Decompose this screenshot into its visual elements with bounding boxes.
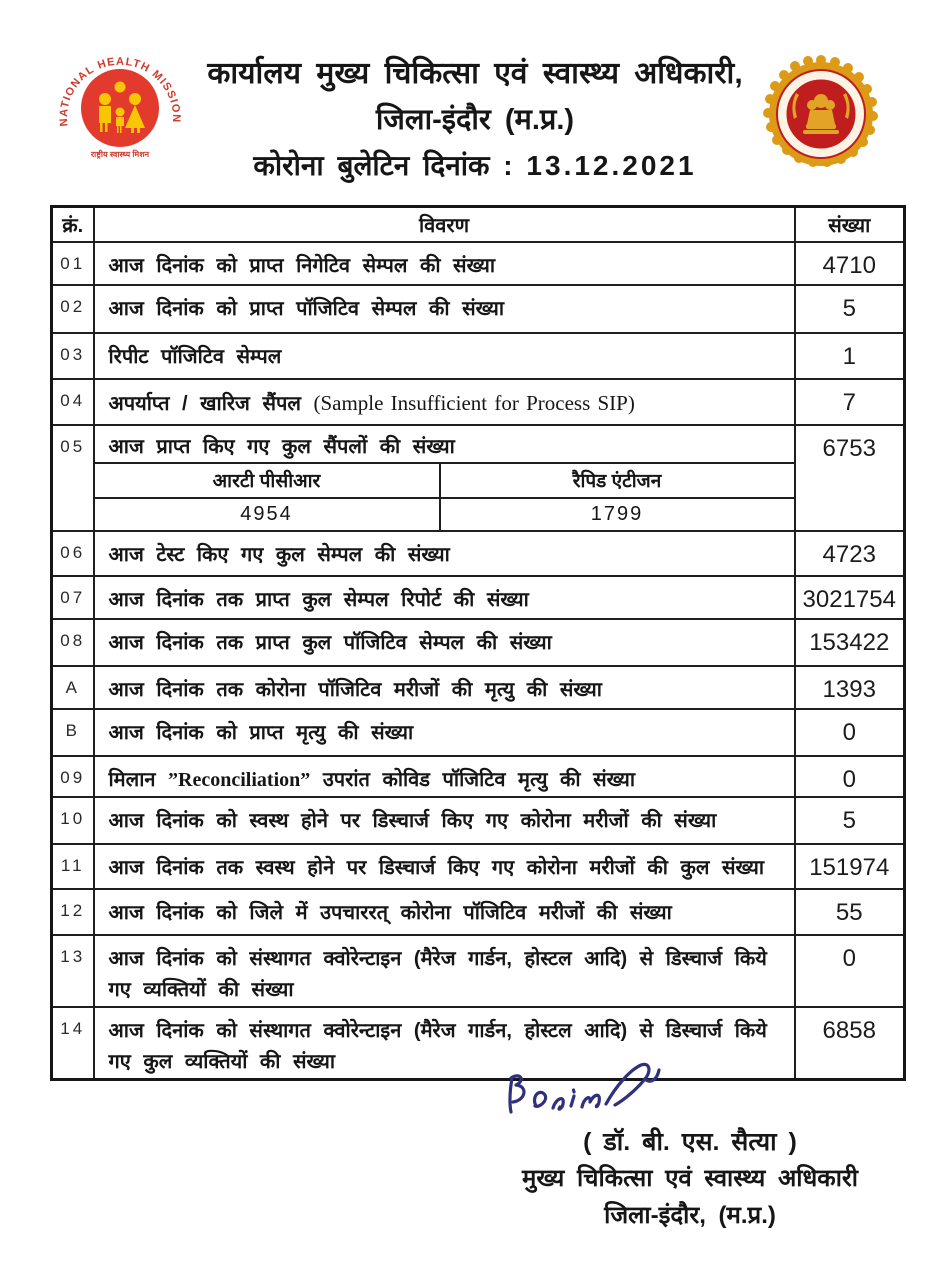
description-text: उपरांत कोविड पॉजिटिव मृत्यु की संख्या <box>322 768 636 791</box>
description-cell <box>94 425 795 531</box>
district-title: जिला-इंदौर (म.प्र.) <box>375 104 575 136</box>
subtable-header: आरटी पीसीआर <box>95 463 440 498</box>
sno-cell: A <box>52 666 94 709</box>
national-health-mission-logo <box>55 40 185 170</box>
table-row <box>52 889 905 935</box>
bulletin-date-line <box>185 143 765 189</box>
sno-cell: 11 <box>52 844 94 889</box>
nhm-ring-text: NATIONAL HEALTH MISSION <box>57 55 183 127</box>
description-text: अपर्याप्त / खारिज सैंपल <box>108 392 301 415</box>
description-cell: आज दिनांक तक प्राप्त कुल सेम्पल रिपोर्ट की संख्या <box>94 576 795 619</box>
bulletin-header <box>185 50 765 189</box>
value-cell: 0 <box>795 935 905 1007</box>
table-row <box>52 756 905 797</box>
value-cell: 4710 <box>795 242 905 285</box>
description-text: आज प्राप्त किए गए कुल सैंपलों की संख्या <box>108 435 455 458</box>
description-english: ”Reconciliation” <box>168 768 311 791</box>
nhm-caption: राष्ट्रीय स्वास्थ्य मिशन <box>90 150 150 159</box>
signatory-designation: मुख्य चिकित्सा एवं स्वास्थ्य अधिकारी <box>522 1165 858 1192</box>
description-cell: आज दिनांक को संस्थागत क्वोरेन्टाइन (मैरेज गार्डन, होस्टल आदि) से डिस्चार्ज किये गए कुल व्यक्तियों की संख्या <box>94 1007 795 1080</box>
value-cell: 153422 <box>795 619 905 666</box>
sno-cell: 10 <box>52 797 94 844</box>
sno-cell: 01 <box>52 242 94 285</box>
table-row <box>52 666 905 709</box>
description-cell <box>94 756 795 797</box>
value-cell: 7 <box>795 379 905 425</box>
description-cell: आज दिनांक को प्राप्त पॉजिटिव सेम्पल की संख्या <box>94 285 795 333</box>
table-row <box>52 619 905 666</box>
office-title: कार्यालय मुख्य चिकित्सा एवं स्वास्थ्य अधिकारी, <box>207 57 743 90</box>
value-cell: 5 <box>795 285 905 333</box>
table-row <box>52 425 905 531</box>
value-cell: 0 <box>795 756 905 797</box>
value-cell: 151974 <box>795 844 905 889</box>
value-cell: 5 <box>795 797 905 844</box>
description-cell: आज दिनांक को प्राप्त निगेटिव सेम्पल की संख्या <box>94 242 795 285</box>
description-cell: आज दिनांक को प्राप्त मृत्यु की संख्या <box>94 709 795 756</box>
signature-handwriting <box>498 1056 670 1132</box>
value-cell: 0 <box>795 709 905 756</box>
description-cell: रिपीट पॉजिटिव सेम्पल <box>94 333 795 379</box>
value-cell: 1393 <box>795 666 905 709</box>
table-header-row <box>52 207 905 242</box>
signatory-district: जिला-इंदौर, (म.प्र.) <box>604 1202 776 1229</box>
table-row <box>52 333 905 379</box>
description-cell: आज दिनांक तक कोरोना पॉजिटिव मरीजों की मृत्यु की संख्या <box>94 666 795 709</box>
description-text: मिलान <box>108 768 156 791</box>
sno-cell: 06 <box>52 531 94 576</box>
signature-block <box>520 1124 860 1234</box>
col-header-sno: क्रं. <box>52 207 94 242</box>
subtable-value: 1799 <box>440 498 794 530</box>
value-cell: 4723 <box>795 531 905 576</box>
value-cell: 3021754 <box>795 576 905 619</box>
description-cell: आज दिनांक तक प्राप्त कुल पॉजिटिव सेम्पल की संख्या <box>94 619 795 666</box>
sno-cell: 13 <box>52 935 94 1007</box>
description-cell: आज दिनांक को संस्थागत क्वोरेन्टाइन (मैरेज गार्डन, होस्टल आदि) से डिस्चार्ज किये गए व्यक्तियों की संख्या <box>94 935 795 1007</box>
sno-cell: 09 <box>52 756 94 797</box>
sno-cell: 04 <box>52 379 94 425</box>
bulletin-date-value: 13.12.2021 <box>526 150 697 181</box>
subtable-value: 4954 <box>95 498 440 530</box>
bulletin-table <box>50 205 906 1081</box>
col-header-desc: विवरण <box>94 207 795 242</box>
sno-cell: 02 <box>52 285 94 333</box>
description-cell: आज दिनांक को स्वस्थ होने पर डिस्चार्ज किए गए कोरोना मरीजों की संख्या <box>94 797 795 844</box>
table-row <box>52 797 905 844</box>
sample-type-subtable <box>95 462 794 530</box>
table-row <box>52 531 905 576</box>
table-row <box>52 285 905 333</box>
value-cell: 55 <box>795 889 905 935</box>
description-cell: आज दिनांक को जिले में उपचाररत् कोरोना पॉजिटिव मरीजों की संख्या <box>94 889 795 935</box>
madhya-pradesh-government-emblem <box>760 53 882 175</box>
col-header-count: संख्या <box>795 207 905 242</box>
sno-cell: 14 <box>52 1007 94 1080</box>
description-cell: आज टेस्ट किए गए कुल सेम्पल की संख्या <box>94 531 795 576</box>
table-row <box>52 576 905 619</box>
sno-cell: 05 <box>52 425 94 531</box>
bulletin-date-label: कोरोना बुलेटिन दिनांक : <box>253 150 513 181</box>
description-english: (Sample Insufficient for Process SIP) <box>313 390 635 415</box>
sno-cell: 08 <box>52 619 94 666</box>
description-cell <box>94 379 795 425</box>
value-cell: 6858 <box>795 1007 905 1080</box>
sno-cell: 07 <box>52 576 94 619</box>
table-row <box>52 709 905 756</box>
value-cell: 6753 <box>795 425 905 531</box>
description-cell: आज दिनांक तक स्वस्थ होने पर डिस्चार्ज किए गए कोरोना मरीजों की कुल संख्या <box>94 844 795 889</box>
table-row <box>52 379 905 425</box>
subtable-header: रैपिड एंटीजन <box>440 463 794 498</box>
table-row <box>52 844 905 889</box>
signatory-name: ( डॉ. बी. एस. सैत्या ) <box>583 1128 797 1156</box>
table-row <box>52 1007 905 1080</box>
table-row <box>52 935 905 1007</box>
sno-cell: B <box>52 709 94 756</box>
value-cell: 1 <box>795 333 905 379</box>
sno-cell: 03 <box>52 333 94 379</box>
sno-cell: 12 <box>52 889 94 935</box>
table-row <box>52 242 905 285</box>
